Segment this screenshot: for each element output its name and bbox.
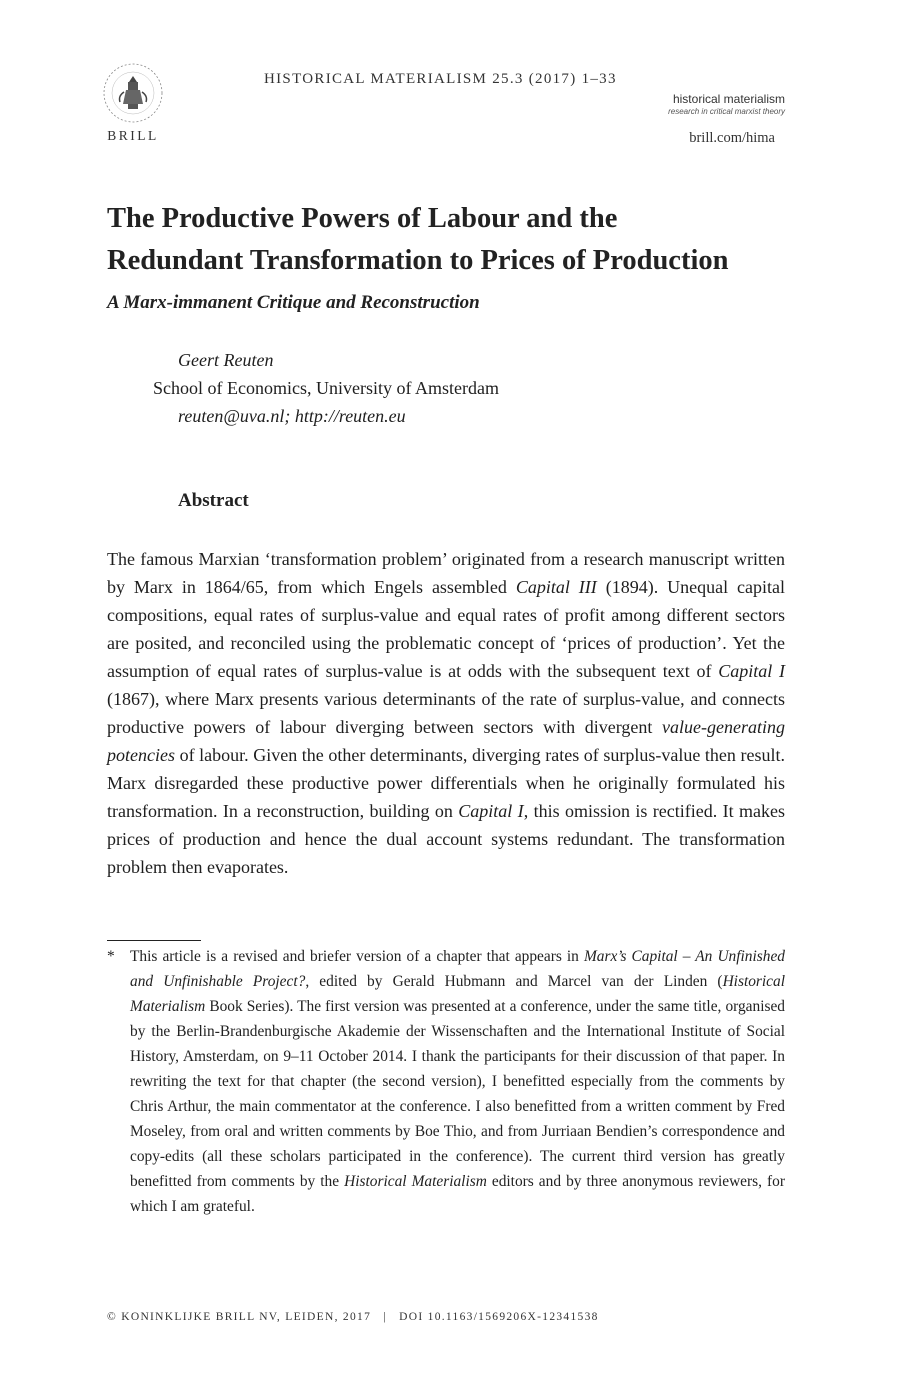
publisher-name: BRILL	[107, 128, 159, 143]
author-contact[interactable]: reuten@uva.nl; http://reuten.eu	[178, 406, 406, 426]
footnote-segment: , edited by Gerald Hubmann and Marcel van der Linden (	[305, 973, 723, 990]
abstract-text	[107, 545, 785, 881]
journal-citation: HISTORICAL MATERIALISM 25.3 (2017) 1–33	[264, 71, 617, 87]
footnote-text	[130, 944, 785, 1219]
abstract-segment: The famous Marxian ‘transformation problem’ originated from a research manuscript written by Marx in 1864/65, from which Engels assembled	[107, 549, 785, 597]
footnote-divider	[107, 940, 201, 941]
footnote-segment: Book Series). The first version was presented at a conference, under the same title, organised by the Berlin-Brandenburgische Akademie der Wissenschaften and the International Institute of Social History, Amsterdam, on 9–11 October 2014. I thank the participants for their discussion of that paper. In rewriting the text for that chapter (the second version), I benefitted especially from the comments by Chris Arthur, the main commentator at the conference. I also benefitted from a written comment by Fred Moseley, from oral and written comments by Boe Thio, and from Jurriaan Bendien’s correspondence and copy-edits (all these scholars participated in the conference). The current third version has greatly benefitted from comments by the	[130, 998, 785, 1190]
article-title-line1: The Productive Powers of Labour and the	[107, 203, 618, 234]
doi-text[interactable]: DOI 10.1163/1569206X-12341538	[399, 1311, 599, 1323]
article-title-line2: Redundant Transformation to Prices of Production	[107, 245, 729, 276]
footnote-segment: editors and by three anonymous reviewers, for which I am grateful.	[130, 1173, 785, 1215]
abstract-emphasis: Capital I	[718, 661, 785, 681]
journal-brand-tagline: research in critical marxist theory	[668, 107, 785, 116]
footnote-segment: This article is a revised and briefer version of a chapter that appears in	[130, 948, 584, 965]
copyright-text: KONINKLIJKE BRILL NV, LEIDEN, 2017	[121, 1311, 372, 1323]
footnote-emphasis: Historical Materialism	[130, 973, 785, 1015]
journal-brand	[668, 92, 785, 116]
journal-url[interactable]: brill.com/hima	[689, 130, 775, 146]
brill-seal-icon	[102, 62, 164, 124]
abstract-segment: (1894). Unequal capital compositions, equal rates of surplus-value and equal rates of profit among different sectors are posited, and reconciled using the problematic concept of ‘prices of production’. Yet the assumption of equal rates of surplus-value is at odds with the subsequent text of	[107, 577, 785, 681]
author-affiliation: School of Economics, University of Amsterdam	[153, 378, 499, 398]
abstract-emphasis: Capital III	[515, 577, 597, 597]
footnote-emphasis: Marx’s Capital – An Unfinished and Unfinishable Project?	[130, 948, 785, 990]
copyright-icon: ©	[107, 1311, 118, 1323]
journal-brand-name: historical materialism	[672, 92, 785, 106]
footer-separator: |	[383, 1311, 387, 1323]
abstract-emphasis: Capital I	[458, 801, 524, 821]
abstract-segment: , this omission is rectified. It makes prices of production and hence the dual account systems redundant. The transformation problem then evaporates.	[107, 801, 786, 877]
footnote	[107, 944, 785, 1219]
article-subtitle: A Marx-immanent Critique and Reconstruction	[107, 292, 480, 313]
abstract-segment: (1867), where Marx presents various determinants of the rate of surplus-value, and connects productive powers of labour diverging between sectors with divergent	[107, 689, 785, 737]
article-title	[107, 198, 827, 282]
abstract-emphasis: value-generating potencies	[107, 717, 785, 765]
brill-logo	[100, 62, 166, 144]
footnote-emphasis: Historical Materialism	[344, 1173, 487, 1190]
author-name: Geert Reuten	[178, 350, 274, 370]
abstract-segment: of labour. Given the other determinants, diverging rates of surplus-value then result. Marx disregarded these productive power differentials when he originally formulated his transformation. In a reconstruction, building on	[107, 745, 785, 821]
abstract-heading: Abstract	[178, 490, 249, 511]
page-footer	[107, 1311, 599, 1323]
footnote-mark: *	[107, 948, 115, 965]
